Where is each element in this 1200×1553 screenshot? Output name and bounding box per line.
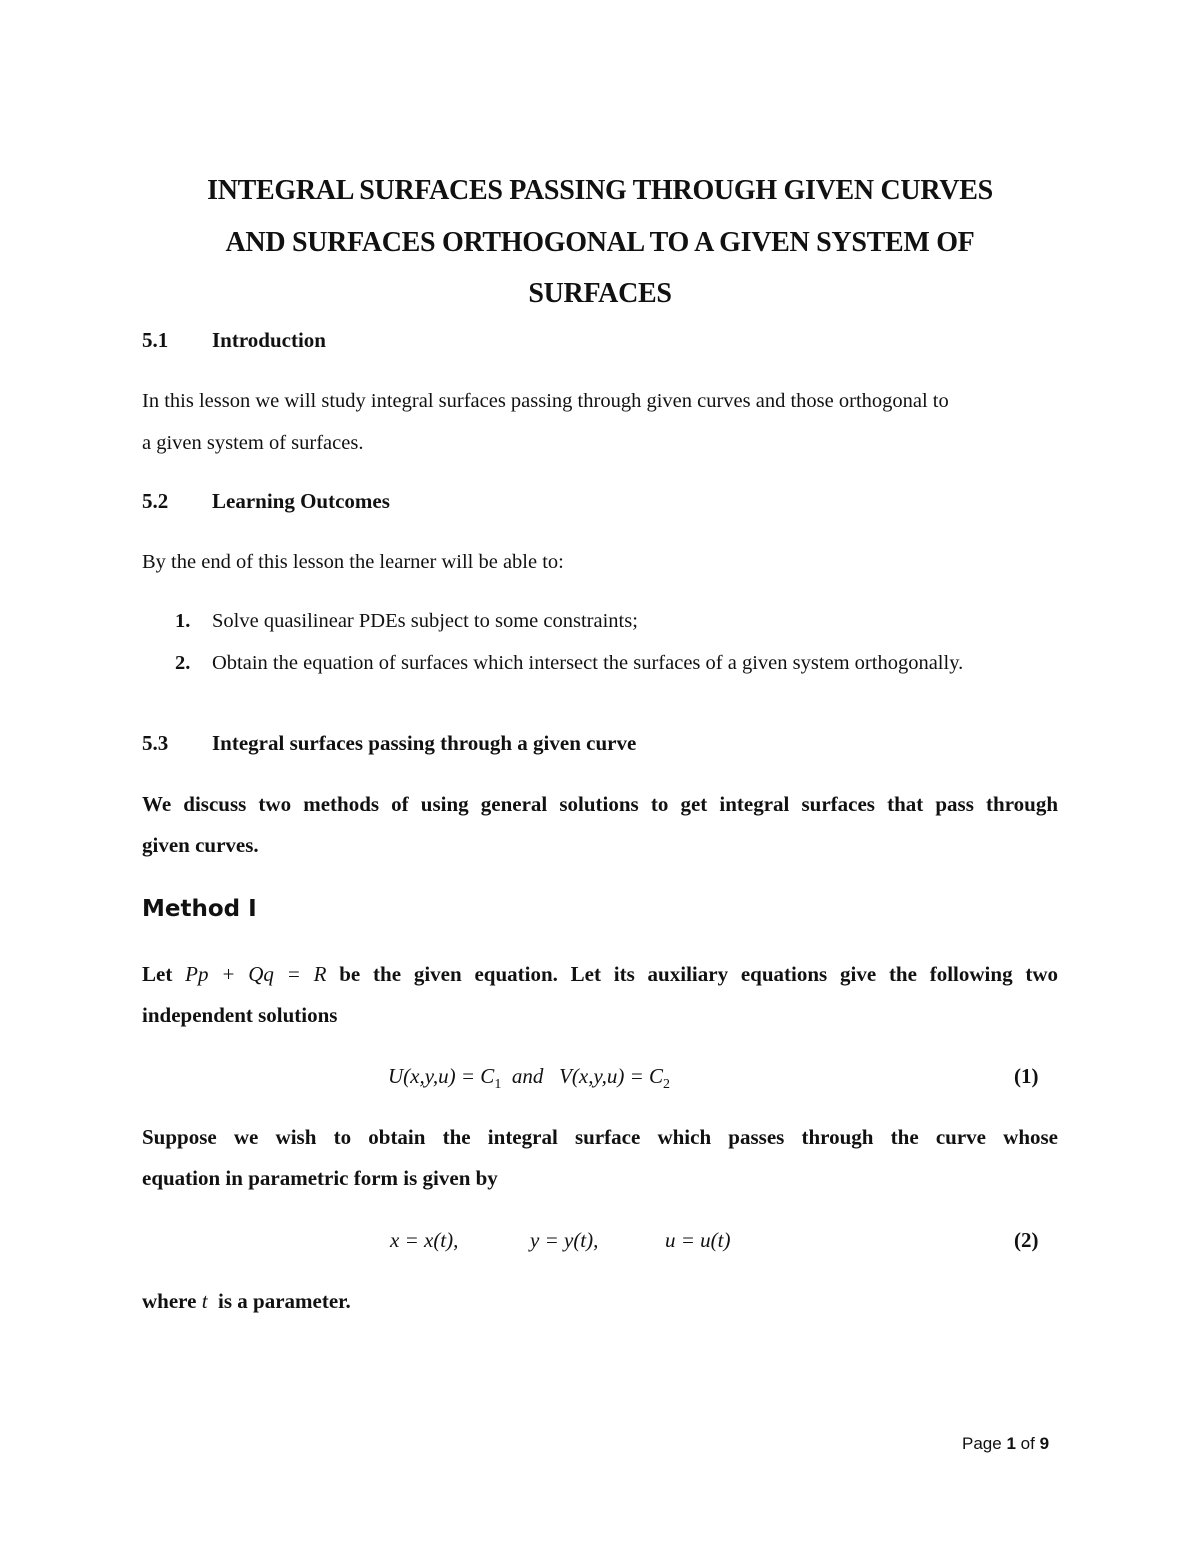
text-run: where bbox=[142, 1289, 197, 1313]
section-heading-5-1 bbox=[142, 328, 1042, 352]
of-label: of bbox=[1020, 1434, 1035, 1453]
list-marker: 1. bbox=[175, 610, 191, 632]
text-run: is a parameter. bbox=[218, 1289, 351, 1313]
intro-paragraph-line-1: In this lesson we will study integral surfaces passing through given curves and those orthogonal to bbox=[142, 390, 949, 412]
title-line-2: AND SURFACES ORTHOGONAL TO A GIVEN SYSTEM OF bbox=[225, 227, 975, 258]
method-paragraph-line-2: independent solutions bbox=[142, 1003, 338, 1027]
title-line-1: INTEGRAL SURFACES PASSING THROUGH GIVEN CURVES bbox=[207, 175, 993, 206]
equation-2-y: y = y(t), bbox=[530, 1228, 599, 1252]
equation-1-left: U(x,y,u) = C bbox=[388, 1064, 495, 1088]
equation-2-x: x = x(t), bbox=[390, 1228, 459, 1252]
subscript: 2 bbox=[663, 1077, 671, 1093]
page-number bbox=[962, 1434, 1049, 1454]
total-pages: 9 bbox=[1039, 1434, 1050, 1453]
section-heading-5-2 bbox=[142, 489, 1042, 513]
section-heading-5-3 bbox=[142, 731, 1042, 755]
method-paragraph-line-1 bbox=[142, 962, 1058, 986]
list-item-text: Obtain the equation of surfaces which intersect the surfaces of a given system orthogonally. bbox=[212, 652, 964, 674]
equation-number-1: (1) bbox=[1014, 1064, 1039, 1088]
equation-inline: t bbox=[201, 1289, 208, 1313]
section-title: Introduction bbox=[212, 328, 326, 352]
method-heading: Method I bbox=[142, 896, 257, 922]
section-title: Integral surfaces passing through a given curve bbox=[212, 731, 637, 755]
page-label: Page bbox=[962, 1434, 1002, 1453]
equation-1-right: V(x,y,u) = C bbox=[559, 1064, 664, 1088]
current-page: 1 bbox=[1006, 1434, 1016, 1453]
methods-paragraph-line-1: We discuss two methods of using general solutions to get integral surfaces that pass through bbox=[142, 792, 1058, 816]
curve-paragraph-line-2: equation in parametric form is given by bbox=[142, 1166, 498, 1190]
list-marker: 2. bbox=[175, 652, 191, 674]
outcomes-lead: By the end of this lesson the learner will be able to: bbox=[142, 551, 564, 573]
equation-1 bbox=[388, 1064, 670, 1093]
title-line-3: SURFACES bbox=[528, 278, 672, 309]
equation-1-conjunction: and bbox=[511, 1064, 544, 1088]
list-item-text: Solve quasilinear PDEs subject to some constraints; bbox=[212, 610, 638, 632]
section-title: Learning Outcomes bbox=[212, 489, 390, 513]
curve-paragraph-line-1: Suppose we wish to obtain the integral surface which passes through the curve whose bbox=[142, 1125, 1058, 1149]
text-run: be the given equation. Let its auxiliary equations give the following two bbox=[339, 962, 1059, 986]
equation-number-2: (2) bbox=[1014, 1228, 1039, 1252]
parameter-sentence bbox=[142, 1289, 351, 1313]
text-run: Let bbox=[142, 962, 173, 986]
subscript: 1 bbox=[494, 1077, 502, 1093]
section-number: 5.2 bbox=[142, 489, 169, 513]
equation-2-u: u = u(t) bbox=[665, 1228, 731, 1252]
equation-inline: Pp + Qq = R bbox=[185, 962, 327, 986]
section-number: 5.1 bbox=[142, 328, 169, 352]
intro-paragraph-line-2: a given system of surfaces. bbox=[142, 432, 364, 454]
methods-paragraph-line-2: given curves. bbox=[142, 833, 259, 857]
section-number: 5.3 bbox=[142, 731, 169, 755]
